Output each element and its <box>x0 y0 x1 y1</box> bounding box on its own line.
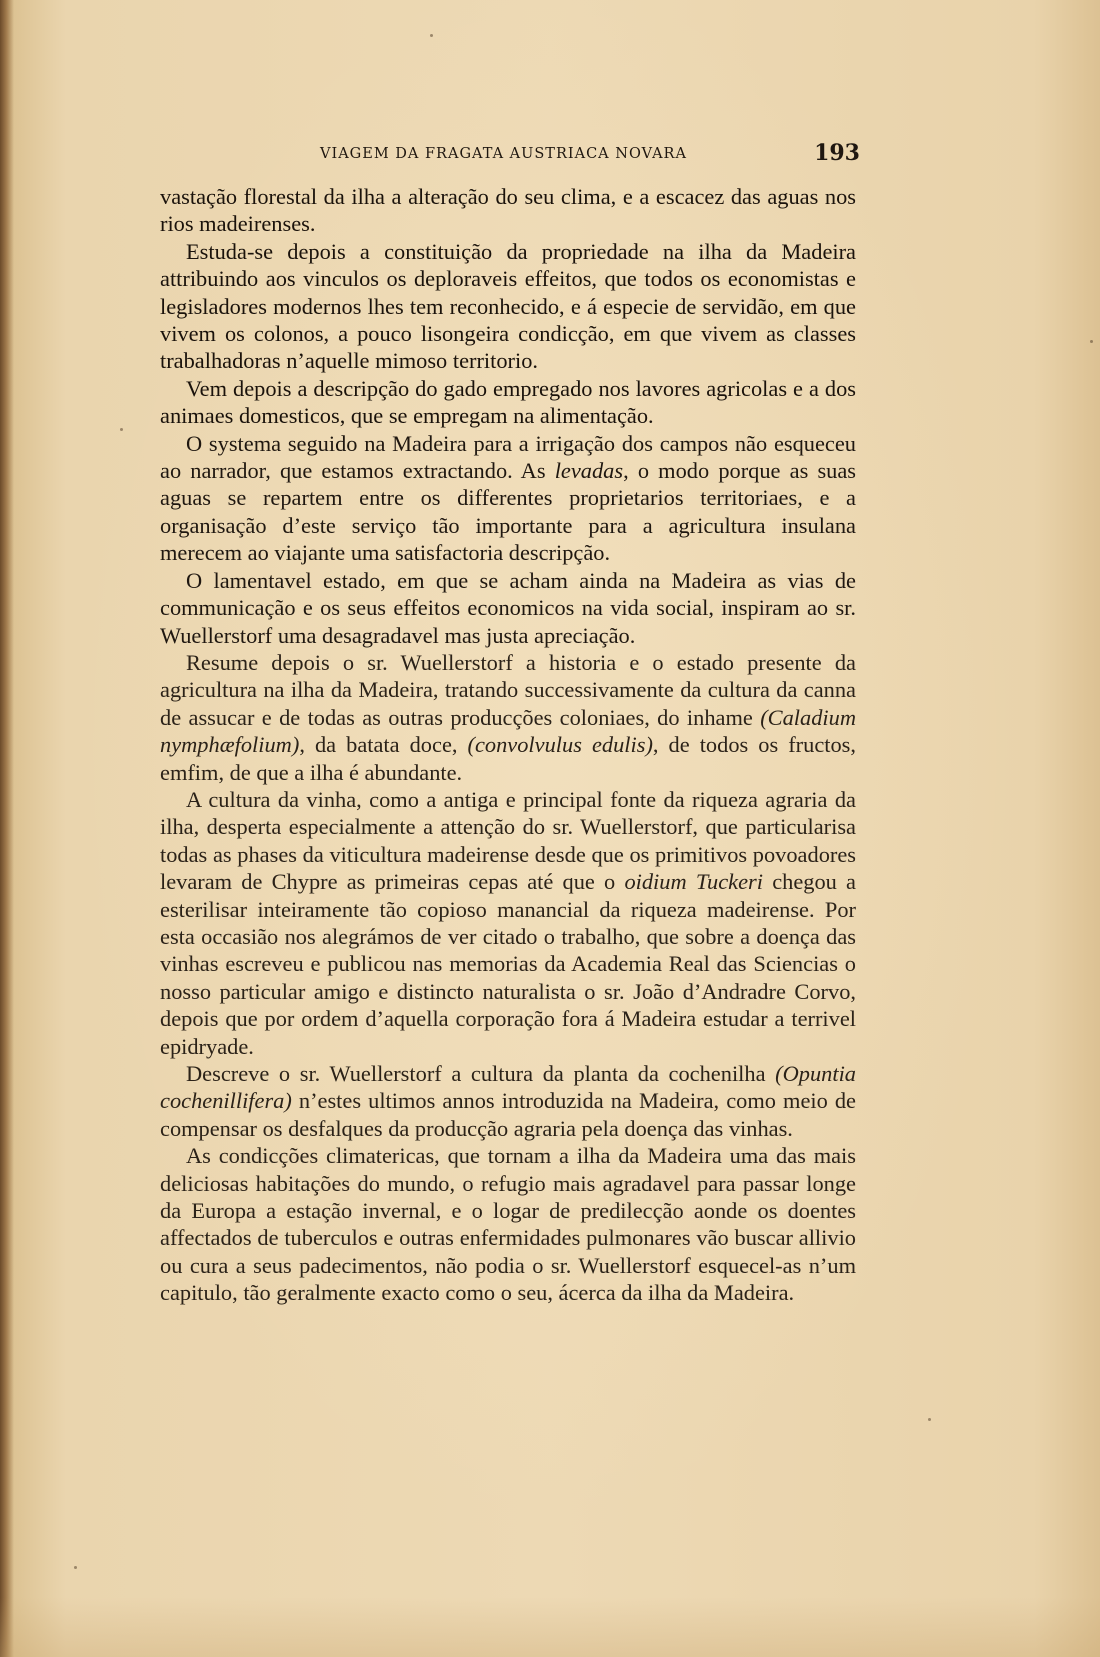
paragraph-text: , da batata doce, <box>299 732 468 758</box>
paragraph-text: Descreve o sr. Wuellerstorf a cultura da planta da cochenilha <box>186 1061 776 1086</box>
page-number: 193 <box>814 140 860 166</box>
paper-speck <box>120 428 123 431</box>
running-head <box>160 140 860 170</box>
body-text <box>160 183 856 1307</box>
page-bottom-shading <box>0 1597 1100 1657</box>
paper-speck <box>1090 340 1093 343</box>
paragraph <box>160 375 856 430</box>
paragraph <box>160 1060 856 1142</box>
paragraph-text: , o modo porque as suas aguas se repartem entre os differentes proprietarios territoriaes, e a organisação d’este serviço tão importante para a agricultura insulana merecem ao viajante uma satisfactoria descripção. <box>160 458 856 566</box>
italic-term: (Opuntia cochenillifera) <box>160 1061 856 1114</box>
paragraph-text: Resume depois o sr. Wuellerstorf a historia e o estado presente da agricultura na ilha da Madeira, tratando successivamente da cultura da canna de assucar e de todas as outras producções coloniaes, do inhame <box>160 649 856 730</box>
paper-speck <box>928 1418 931 1421</box>
paragraph <box>160 1142 856 1306</box>
paragraph-text: , de todos os fructos, emfim, de que a ilha é abundante. <box>160 732 856 785</box>
paragraph <box>160 430 856 567</box>
paragraph <box>160 238 856 375</box>
paragraph-text: O lamentavel estado, em que se acham ainda na Madeira as vias de communicação e os seus effeitos economicos na vida social, inspiram ao sr. Wuellerstorf uma desagradavel mas justa apreciação. <box>160 567 856 648</box>
running-title: VIAGEM DA FRAGATA AUSTRIACA NOVARA <box>320 146 687 162</box>
paragraph-text: Vem depois a descripção do gado empregado nos lavores agricolas e a dos animaes domesticos, que se empregam na alimentação. <box>160 375 856 429</box>
paragraph <box>160 567 856 649</box>
paragraph-text: chegou a esterilisar inteiramente tão copioso manancial da riqueza madeirense. Por esta occasião nos alegrámos de ver citado o trabalho, que sobre a doença das vinhas escreveu e publicou nas memorias da Academia Real das Sciencias o nosso particular amigo e distincto naturalista o sr. João d’Andradre Corvo, depois que por ordem d’aquella corporação fora á Madeira estudar a terrivel epidryade. <box>160 869 856 1059</box>
paragraph-text: O systema seguido na Madeira para a irrigação dos campos não esqueceu ao narrador, que estamos extractando. As <box>160 430 856 484</box>
paragraph-text: As condicções climatericas, que tornam a ilha da Madeira uma das mais deliciosas habitações do mundo, o refugio mais agradavel para passar longe da Europa a estação invernal, e o logar de predilecção aonde os doentes affectados de tuberculos e outras enfermidades pulmonares vão buscar allivio ou cura a seus padecimentos, não podia o sr. Wuellerstorf esquecel-as n’um capitulo, tão geralmente exacto como o seu, ácerca da ilha da Madeira. <box>160 1143 856 1306</box>
page-binding-edge <box>0 0 14 1657</box>
italic-term: (convolvulus edulis) <box>467 732 653 758</box>
paper-speck <box>430 34 433 37</box>
paragraph-text: A cultura da vinha, como a antiga e principal fonte da riqueza agraria da ilha, desperta especialmente a attenção do sr. Wuellerstorf, que particularisa todas as phases da viticultura madeirense desde que os primitivos povoadores levaram de Chypre as primeiras cepas até que o <box>160 786 856 895</box>
italic-term: oidium Tuckeri <box>624 869 763 895</box>
paper-speck <box>74 1566 77 1569</box>
paragraph <box>160 183 856 238</box>
paragraph-text: n’estes ultimos annos introduzida na Madeira, como meio de compensar os desfalques da producção agraria pela doença das vinhas. <box>160 1088 856 1141</box>
italic-term: levadas <box>554 458 624 484</box>
paragraph-text: Estuda-se depois a constituição da propriedade na ilha da Madeira attribuindo aos vinculos os deploraveis effeitos, que todos os economistas e legisladores modernos lhes tem reconhecido, e á especie de servidão, em que vivem os colonos, a pouco lisongeira condicção, em que vivem as classes trabalhadoras n’aquelle mimoso territorio. <box>160 238 856 374</box>
paragraph <box>160 649 856 786</box>
italic-term: (Caladium nymphæfolium) <box>160 704 856 758</box>
paragraph-text: vastação florestal da ilha a alteração do seu clima, e a escacez das aguas nos rios madeirenses. <box>160 184 856 237</box>
paragraph <box>160 786 856 1060</box>
